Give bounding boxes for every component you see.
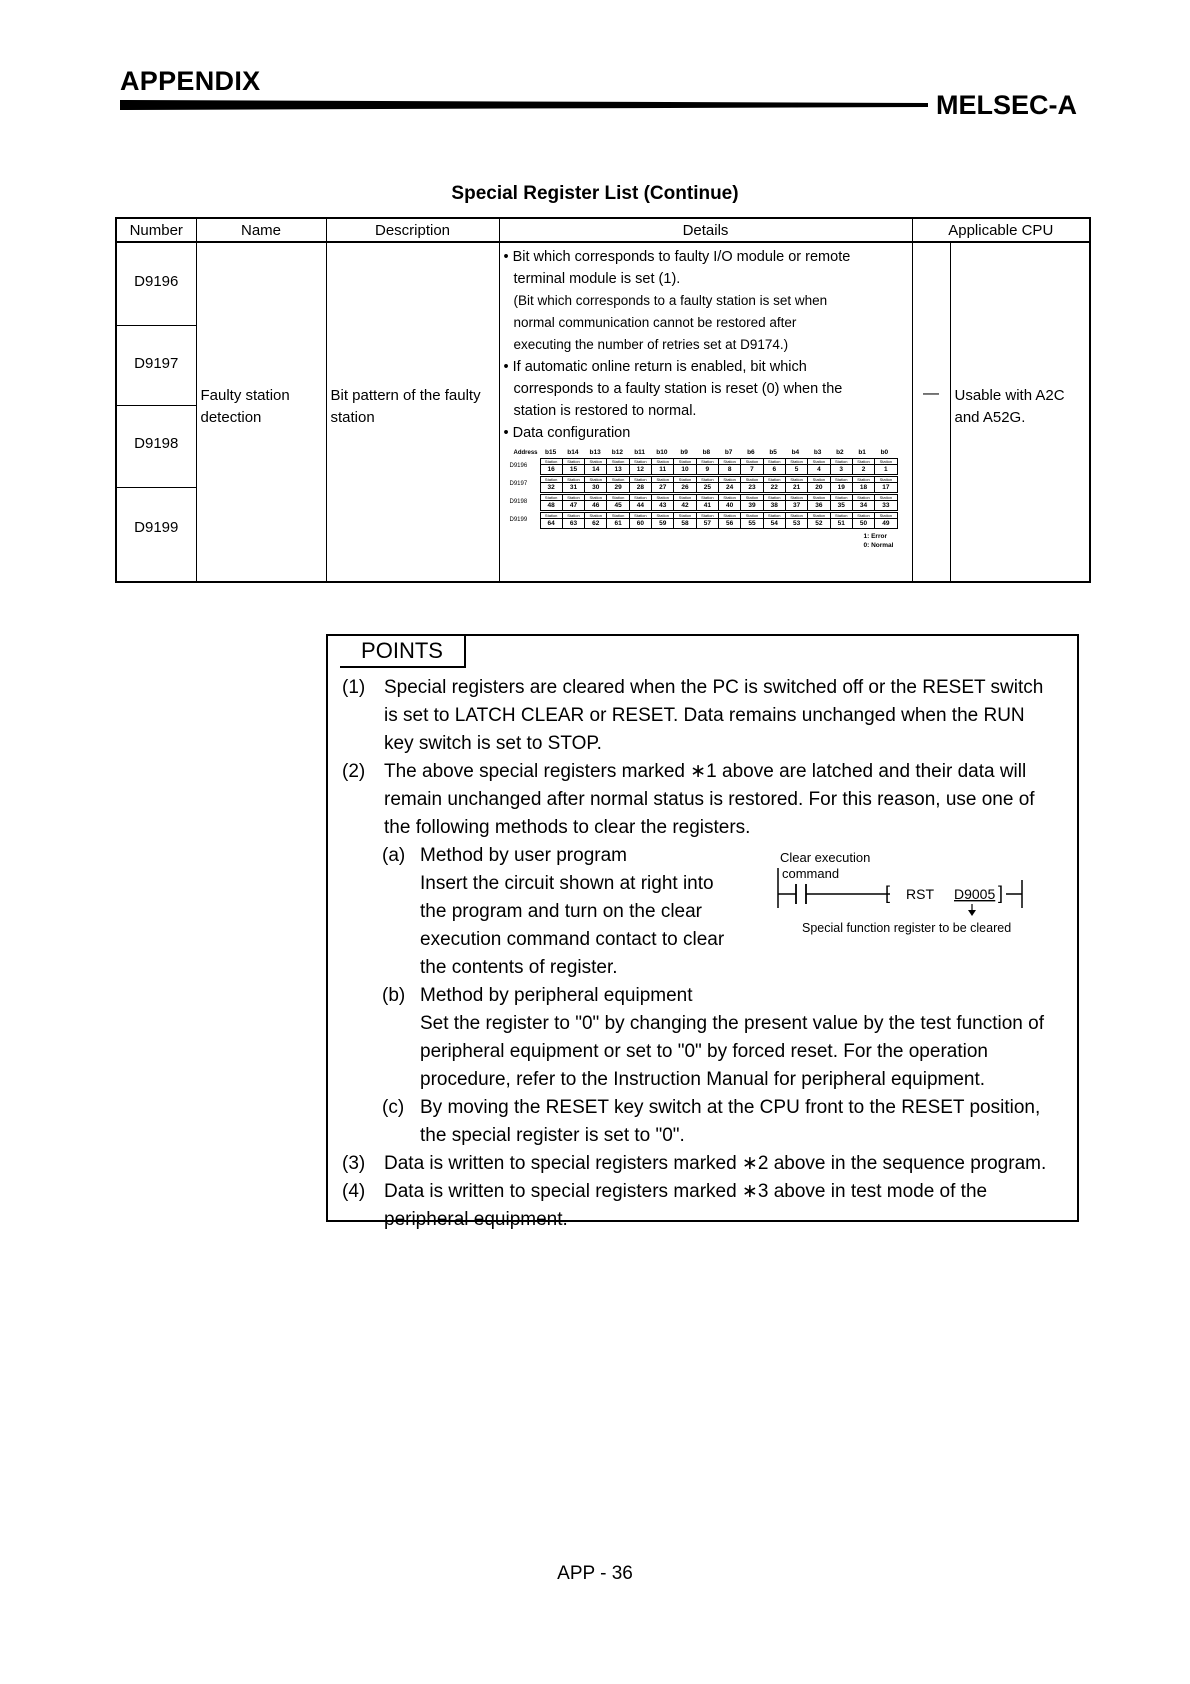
pointer-arrow [968, 910, 976, 916]
station-number: 11 [659, 465, 667, 473]
point-number: (3) [342, 1153, 366, 1174]
point-line: The above special registers marked ∗1 above are latched and their data will [384, 761, 1027, 782]
station-cell [830, 459, 852, 474]
station-label: Station [764, 459, 785, 465]
station-label: Station [719, 477, 740, 483]
station-label: Station [875, 477, 896, 483]
station-number: 5 [794, 465, 799, 473]
station-number: 26 [681, 483, 689, 491]
station-label: Station [652, 513, 673, 519]
bit-row [504, 476, 908, 493]
point-line: By moving the RESET key switch at the CPU front to the RESET position, [420, 1097, 1041, 1118]
station-cell [696, 513, 718, 528]
col-header-details: Details [499, 218, 912, 242]
station-label: Station [607, 477, 628, 483]
ladder-circuit-diagram [770, 846, 1050, 946]
station-label: Station [808, 477, 829, 483]
station-number: 6 [772, 465, 777, 473]
col-header-number: Number [116, 218, 196, 242]
bit-label: b3 [813, 449, 822, 456]
station-cell [606, 477, 628, 492]
station-label: Station [764, 513, 785, 519]
station-number: 28 [636, 483, 645, 491]
station-label: Station [741, 513, 762, 519]
station-number: 15 [569, 465, 578, 473]
address-label: Address [513, 450, 538, 456]
station-label: Station [630, 495, 651, 501]
station-cell [785, 495, 807, 510]
bit-row-address: D9197 [509, 481, 528, 487]
station-cell [763, 513, 785, 528]
details-line: • If automatic online return is enabled, bit which [503, 359, 807, 375]
name-line: detection [200, 409, 262, 426]
station-cell [584, 495, 606, 510]
station-number: 34 [859, 501, 868, 509]
station-label: Station [808, 495, 829, 501]
station-label: Station [563, 495, 584, 501]
station-number: 19 [837, 483, 845, 491]
station-cell [673, 513, 695, 528]
point-line: the special register is set to "0". [420, 1125, 685, 1146]
station-cell [606, 513, 628, 528]
point-line: peripheral equipment or set to "0" by forced reset. For the operation [420, 1041, 988, 1062]
station-number: 24 [726, 483, 734, 491]
cpu-dash: — [923, 385, 939, 402]
bit-label: b5 [769, 449, 777, 456]
point-line: Data is written to special registers marked ∗2 above in the sequence program. [384, 1153, 1047, 1174]
station-number: 62 [592, 519, 600, 527]
station-cell [740, 513, 762, 528]
station-label: Station [719, 459, 740, 465]
station-cell [852, 477, 874, 492]
station-label: Station [853, 477, 874, 483]
station-cell [807, 477, 829, 492]
bit-row [504, 494, 908, 511]
page-number: APP - 36 [557, 1563, 633, 1584]
point-line: Set the register to "0" by changing the present value by the test function of [420, 1013, 1044, 1034]
station-cell [763, 477, 785, 492]
station-label: Station [786, 495, 807, 501]
station-label: Station [607, 459, 628, 465]
details-line: • Bit which corresponds to faulty I/O module or remote [503, 249, 851, 265]
station-label: Station [875, 495, 896, 501]
station-label: Station [786, 513, 807, 519]
bit-header-row [540, 450, 896, 457]
bit-label: b15 [545, 449, 557, 456]
register-number: D9197 [134, 355, 179, 372]
station-number: 30 [592, 483, 600, 491]
station-label: Station [764, 495, 785, 501]
station-label: Station [541, 477, 562, 483]
station-number: 46 [592, 501, 600, 509]
station-label: Station [652, 459, 673, 465]
station-number: 12 [636, 465, 645, 473]
station-label: Station [630, 513, 651, 519]
station-label: Station [741, 495, 762, 501]
station-cell [696, 459, 718, 474]
ladder-label-1: Clear execution [780, 850, 871, 865]
station-cell [740, 495, 762, 510]
cpu-cell [950, 242, 1090, 582]
details-line: station is restored to normal. [513, 403, 697, 419]
station-label: Station [831, 477, 852, 483]
point-line: execution command contact to clear [420, 929, 725, 950]
station-number: 32 [547, 483, 555, 491]
station-cell [606, 495, 628, 510]
station-label: Station [831, 459, 852, 465]
station-number: 16 [547, 465, 555, 473]
station-number: 49 [882, 519, 890, 527]
station-number: 59 [659, 519, 667, 527]
station-label: Station [808, 513, 829, 519]
station-cell [696, 477, 718, 492]
station-cell [673, 495, 695, 510]
instruction-bracket-close: ] [998, 883, 1004, 903]
station-number: 3 [839, 465, 844, 473]
station-cell [562, 495, 584, 510]
station-number: 7 [750, 465, 754, 473]
station-label: Station [541, 513, 562, 519]
station-label: Station [875, 459, 896, 465]
bit-row-address: D9196 [509, 463, 528, 469]
point-line: procedure, refer to the Instruction Manual for peripheral equipment. [420, 1069, 986, 1090]
station-cell [629, 495, 651, 510]
bit-label: b14 [567, 449, 579, 456]
ladder-caption: Special function register to be cleared [802, 921, 1012, 935]
bit-label: b13 [589, 449, 601, 456]
instruction-name: RST [906, 886, 934, 902]
bit-row-address: D9198 [509, 499, 528, 505]
point-line: Data is written to special registers marked ∗3 above in test mode of the [384, 1181, 988, 1202]
station-cell [651, 477, 673, 492]
name-cell [196, 242, 326, 582]
station-cell [852, 459, 874, 474]
station-cell [718, 513, 740, 528]
legend-normal: 0: Normal [863, 541, 894, 549]
product-title: MELSEC-A [936, 90, 1077, 120]
station-cell [763, 459, 785, 474]
station-number: 55 [748, 519, 756, 527]
station-label: Station [585, 477, 606, 483]
station-cell [562, 477, 584, 492]
bit-label: b0 [880, 449, 889, 456]
station-number: 4 [817, 465, 821, 473]
station-cell [629, 513, 651, 528]
station-number: 60 [636, 519, 645, 527]
station-label: Station [831, 513, 852, 519]
point-number: (4) [342, 1181, 366, 1202]
row-divider [117, 487, 196, 488]
station-cell [651, 495, 673, 510]
station-label: Station [719, 513, 740, 519]
special-register-table [115, 217, 1091, 583]
legend-error: 1: Error [863, 532, 887, 540]
station-cell [740, 459, 762, 474]
station-number: 25 [703, 483, 711, 491]
station-number: 2 [861, 465, 866, 473]
station-label: Station [697, 459, 718, 465]
station-cell [651, 459, 673, 474]
station-label: Station [741, 459, 762, 465]
station-cell [740, 477, 762, 492]
station-label: Station [563, 459, 584, 465]
station-number: 48 [547, 501, 555, 509]
details-line: normal communication cannot be restored after [513, 315, 797, 330]
station-number: 29 [614, 483, 622, 491]
station-cell [874, 477, 896, 492]
station-number: 61 [614, 519, 622, 527]
station-number: 8 [727, 465, 732, 473]
station-label: Station [741, 477, 762, 483]
station-number: 44 [636, 501, 645, 509]
cpu-line: Usable with A2C [954, 387, 1065, 404]
description-cell [326, 242, 499, 582]
station-cell [629, 459, 651, 474]
station-label: Station [764, 477, 785, 483]
station-label: Station [630, 477, 651, 483]
station-number: 56 [726, 519, 734, 527]
cpu-line: and A52G. [954, 409, 1026, 426]
station-cell [874, 459, 896, 474]
station-label: Station [607, 495, 628, 501]
station-number: 39 [748, 501, 756, 509]
station-label: Station [652, 495, 673, 501]
station-number: 38 [770, 501, 778, 509]
details-cell [499, 242, 912, 582]
point-line: the program and turn on the clear [420, 901, 703, 922]
station-cell [541, 495, 562, 510]
station-number: 9 [705, 465, 710, 473]
details-line: • Data configuration [503, 425, 631, 441]
station-label: Station [697, 513, 718, 519]
station-cell [830, 513, 852, 528]
station-label: Station [697, 477, 718, 483]
point-line: the contents of register. [420, 957, 618, 978]
station-label: Station [786, 459, 807, 465]
station-cell [785, 459, 807, 474]
station-cell [673, 477, 695, 492]
station-label: Station [563, 513, 584, 519]
point-line: Method by peripheral equipment [420, 985, 693, 1006]
station-label: Station [674, 477, 695, 483]
station-label: Station [786, 477, 807, 483]
station-cell [785, 477, 807, 492]
station-cell [807, 459, 829, 474]
bit-label: b10 [656, 449, 668, 456]
bit-label: b6 [747, 449, 755, 456]
description-line: station [330, 409, 375, 426]
station-label: Station [563, 477, 584, 483]
station-number: 50 [859, 519, 868, 527]
station-cell [763, 495, 785, 510]
point-number: (2) [342, 761, 366, 782]
instruction-operand: D9005 [954, 886, 996, 902]
description-line: Bit pattern of the faulty [330, 387, 481, 404]
station-cell [541, 513, 562, 528]
station-number: 21 [792, 483, 801, 491]
col-header-cpu: Applicable CPU [912, 218, 1090, 242]
col-header-name: Name [196, 218, 326, 242]
header-rule [120, 100, 928, 110]
station-cell [584, 513, 606, 528]
station-number: 42 [681, 501, 689, 509]
station-label: Station [652, 477, 673, 483]
bit-configuration-diagram [504, 450, 908, 550]
points-title: POINTS [340, 634, 466, 668]
details-line: corresponds to a faulty station is reset (0) when the [513, 381, 843, 397]
station-number: 43 [659, 501, 667, 509]
station-number: 23 [748, 483, 756, 491]
station-cell [673, 459, 695, 474]
bit-label: b12 [611, 449, 623, 456]
cpu-mark-cell [912, 242, 950, 582]
bit-label: b8 [702, 449, 711, 456]
station-number: 47 [569, 501, 578, 509]
point-number: (c) [382, 1097, 405, 1118]
station-label: Station [674, 513, 695, 519]
station-cell [541, 477, 562, 492]
station-label: Station [853, 513, 874, 519]
point-line: is set to LATCH CLEAR or RESET. Data remains unchanged when the RUN [384, 705, 1025, 726]
station-number: 33 [882, 501, 890, 509]
station-number: 41 [703, 501, 711, 509]
station-number: 35 [837, 501, 845, 509]
station-label: Station [719, 495, 740, 501]
station-cell [629, 477, 651, 492]
station-cell [718, 477, 740, 492]
station-number: 36 [815, 501, 823, 509]
bit-row-address: D9199 [509, 517, 528, 523]
details-line: terminal module is set (1). [513, 271, 681, 287]
station-label: Station [585, 459, 606, 465]
register-number: D9196 [134, 273, 179, 290]
station-cell [562, 459, 584, 474]
bit-label: b7 [724, 449, 733, 456]
station-cell [807, 513, 829, 528]
station-number: 63 [569, 519, 578, 527]
station-cell [874, 495, 896, 510]
station-cell [541, 459, 562, 474]
point-number: (a) [382, 845, 406, 866]
point-line: Method by user program [420, 845, 627, 866]
point-number: (1) [342, 677, 366, 698]
station-label: Station [607, 513, 628, 519]
station-label: Station [541, 459, 562, 465]
point-line: Special registers are cleared when the PC is switched off or the RESET switch [384, 677, 1044, 698]
station-label: Station [853, 495, 874, 501]
register-number: D9198 [134, 435, 179, 452]
number-cell [116, 242, 196, 582]
register-number: D9199 [134, 519, 179, 536]
station-label: Station [630, 459, 651, 465]
bit-row [504, 512, 908, 529]
row-divider [117, 405, 196, 406]
table-title: Special Register List (Continue) [451, 183, 739, 204]
station-cell [651, 513, 673, 528]
station-label: Station [674, 459, 695, 465]
instruction-bracket-open: [ [885, 883, 891, 903]
station-label: Station [585, 513, 606, 519]
station-cell [830, 495, 852, 510]
station-number: 53 [792, 519, 801, 527]
station-number: 54 [770, 519, 778, 527]
station-cell [718, 495, 740, 510]
station-cell [584, 477, 606, 492]
station-cell [696, 495, 718, 510]
bit-label: b1 [858, 449, 866, 456]
point-line: Insert the circuit shown at right into [420, 873, 714, 894]
station-number: 1 [884, 465, 888, 473]
bit-label: b2 [836, 449, 844, 456]
point-line: key switch is set to STOP. [384, 733, 602, 754]
details-line: executing the number of retries set at D9174.) [513, 337, 789, 352]
station-label: Station [808, 459, 829, 465]
station-number: 10 [681, 465, 689, 473]
row-divider [117, 325, 196, 326]
station-label: Station [875, 513, 896, 519]
station-number: 64 [547, 519, 555, 527]
station-number: 31 [569, 483, 578, 491]
station-label: Station [853, 459, 874, 465]
station-label: Station [585, 495, 606, 501]
name-line: Faulty station [200, 387, 290, 404]
station-label: Station [674, 495, 695, 501]
station-cell [718, 459, 740, 474]
section-title: APPENDIX [120, 66, 261, 96]
station-number: 17 [882, 483, 890, 491]
station-label: Station [697, 495, 718, 501]
station-cell [584, 459, 606, 474]
station-number: 14 [592, 465, 600, 473]
station-number: 18 [859, 483, 868, 491]
station-cell [785, 513, 807, 528]
station-number: 40 [726, 501, 734, 509]
station-number: 45 [614, 501, 622, 509]
station-cell [606, 459, 628, 474]
col-header-description: Description [326, 218, 499, 242]
station-cell [807, 495, 829, 510]
station-number: 13 [614, 465, 622, 473]
station-cell [562, 513, 584, 528]
bit-label: b9 [680, 449, 688, 456]
point-line: peripheral equipment. [384, 1209, 568, 1230]
bit-row [504, 458, 908, 475]
station-number: 20 [815, 483, 823, 491]
point-number: (b) [382, 985, 406, 1006]
station-cell [852, 495, 874, 510]
station-number: 37 [792, 501, 801, 509]
bit-label: b11 [634, 449, 646, 456]
station-number: 52 [815, 519, 823, 527]
station-cell [874, 513, 896, 528]
ladder-label-2: command [782, 866, 840, 881]
point-line: remain unchanged after normal status is restored. For this reason, use one of [384, 789, 1035, 810]
station-number: 22 [770, 483, 778, 491]
station-number: 51 [837, 519, 845, 527]
station-number: 27 [659, 483, 667, 491]
station-label: Station [831, 495, 852, 501]
station-number: 58 [681, 519, 689, 527]
station-cell [852, 513, 874, 528]
bit-label: b4 [791, 449, 800, 456]
station-label: Station [541, 495, 562, 501]
station-number: 57 [703, 519, 711, 527]
station-cell [830, 477, 852, 492]
details-line: (Bit which corresponds to a faulty station is set when [513, 293, 828, 308]
point-line: the following methods to clear the registers. [384, 817, 751, 838]
